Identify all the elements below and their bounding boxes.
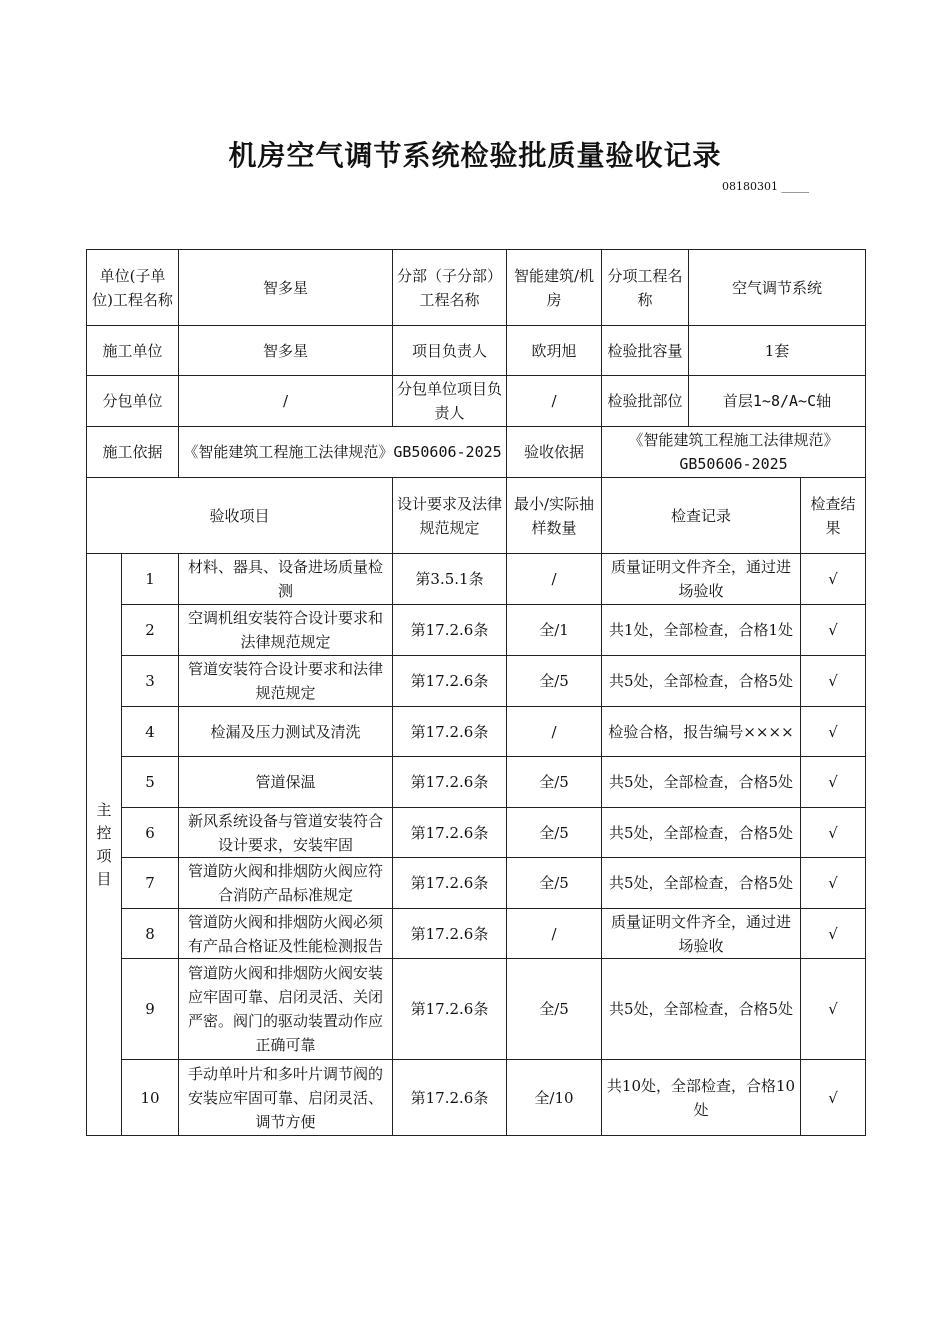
table-row <box>87 959 866 1060</box>
subcontractor-label: 分包单位 <box>87 376 179 427</box>
col-result-header: 检查结果 <box>801 478 866 554</box>
row-requirement: 第17.2.6条 <box>393 808 507 858</box>
row-sample: 全/10 <box>507 1060 602 1136</box>
form-code: 08180301 _____ <box>722 180 809 193</box>
header-row-subcontractor <box>87 376 866 427</box>
row-record: 共5处，全部检查，合格5处 <box>602 858 801 909</box>
row-sample: 全/5 <box>507 959 602 1060</box>
row-sample: 全/5 <box>507 808 602 858</box>
batch-capacity-label: 检验批容量 <box>602 326 689 376</box>
col-sample-header: 最小/实际抽样数量 <box>507 478 602 554</box>
document-title: 机房空气调节系统检验批质量验收记录 <box>228 139 722 172</box>
row-record: 质量证明文件齐全，通过进场验收 <box>602 909 801 959</box>
row-requirement: 第17.2.6条 <box>393 656 507 707</box>
row-item: 手动单叶片和多叶片调节阀的安装应牢固可靠、启闭灵活、调节方便 <box>179 1060 393 1136</box>
row-sample: 全/5 <box>507 757 602 808</box>
row-number: 6 <box>122 808 179 858</box>
row-sample: 全/1 <box>507 605 602 656</box>
row-result: √ <box>801 757 866 808</box>
row-item: 管道安装符合设计要求和法律规范规定 <box>179 656 393 707</box>
division-value: 智能建筑/机房 <box>507 250 602 326</box>
table-row <box>87 757 866 808</box>
row-requirement: 第17.2.6条 <box>393 909 507 959</box>
row-item: 管道防火阀和排烟防火阀安装应牢固可靠、启闭灵活、关闭严密。阀门的驱动装置动作应正确可靠 <box>179 959 393 1060</box>
table-row <box>87 858 866 909</box>
row-item: 管道保温 <box>179 757 393 808</box>
subcontractor-value: / <box>179 376 393 427</box>
table-row <box>87 1060 866 1136</box>
project-manager-label: 项目负责人 <box>393 326 507 376</box>
row-requirement: 第17.2.6条 <box>393 959 507 1060</box>
row-record: 共1处，全部检查，合格1处 <box>602 605 801 656</box>
row-item: 管道防火阀和排烟防火阀应符合消防产品标准规定 <box>179 858 393 909</box>
row-result: √ <box>801 909 866 959</box>
row-item: 新风系统设备与管道安装符合设计要求，安装牢固 <box>179 808 393 858</box>
row-number: 9 <box>122 959 179 1060</box>
contractor-value: 智多星 <box>179 326 393 376</box>
row-result: √ <box>801 808 866 858</box>
row-number: 10 <box>122 1060 179 1136</box>
header-row-basis <box>87 427 866 478</box>
row-item: 检漏及压力测试及清洗 <box>179 707 393 757</box>
project-manager-value: 欧玥旭 <box>507 326 602 376</box>
construction-basis-value: 《智能建筑工程施工法律规范》GB50606-2025 <box>179 427 507 478</box>
row-record: 质量证明文件齐全，通过进场验收 <box>602 554 801 605</box>
row-record: 共5处，全部检查，合格5处 <box>602 757 801 808</box>
row-result: √ <box>801 959 866 1060</box>
acceptance-basis-label: 验收依据 <box>507 427 602 478</box>
unit-project-label: 单位(子单位)工程名称 <box>87 250 179 326</box>
batch-capacity-value: 1套 <box>689 326 866 376</box>
table-row <box>87 554 866 605</box>
subitem-value: 空气调节系统 <box>689 250 866 326</box>
sub-manager-value: / <box>507 376 602 427</box>
row-requirement: 第17.2.6条 <box>393 605 507 656</box>
row-record: 共5处，全部检查，合格5处 <box>602 959 801 1060</box>
construction-basis-label: 施工依据 <box>87 427 179 478</box>
batch-location-label: 检验批部位 <box>602 376 689 427</box>
row-number: 7 <box>122 858 179 909</box>
row-result: √ <box>801 1060 866 1136</box>
row-requirement: 第3.5.1条 <box>393 554 507 605</box>
column-header-row <box>87 478 866 554</box>
header-row-contractor <box>87 326 866 376</box>
row-result: √ <box>801 554 866 605</box>
row-record: 共10处，全部检查，合格10处 <box>602 1060 801 1136</box>
row-sample: / <box>507 909 602 959</box>
row-result: √ <box>801 858 866 909</box>
acceptance-basis-value: 《智能建筑工程施工法律规范》GB50606-2025 <box>602 427 866 478</box>
table-row <box>87 605 866 656</box>
row-record: 检验合格，报告编号×××× <box>602 707 801 757</box>
row-requirement: 第17.2.6条 <box>393 757 507 808</box>
unit-project-value: 智多星 <box>179 250 393 326</box>
row-sample: / <box>507 554 602 605</box>
row-sample: 全/5 <box>507 656 602 707</box>
col-requirement-header: 设计要求及法律规范规定 <box>393 478 507 554</box>
sub-manager-label: 分包单位项目负责人 <box>393 376 507 427</box>
subitem-label: 分项工程名称 <box>602 250 689 326</box>
row-number: 8 <box>122 909 179 959</box>
row-requirement: 第17.2.6条 <box>393 1060 507 1136</box>
table-row <box>87 656 866 707</box>
section-label-main-control: 主 控 项 目 <box>87 554 122 1136</box>
row-sample: / <box>507 707 602 757</box>
row-item: 材料、器具、设备进场质量检测 <box>179 554 393 605</box>
table-row <box>87 707 866 757</box>
row-requirement: 第17.2.6条 <box>393 707 507 757</box>
division-label: 分部（子分部）工程名称 <box>393 250 507 326</box>
row-number: 4 <box>122 707 179 757</box>
row-item: 空调机组安装符合设计要求和法律规范规定 <box>179 605 393 656</box>
row-number: 1 <box>122 554 179 605</box>
col-record-header: 检查记录 <box>602 478 801 554</box>
batch-location-value: 首层1~8/A~C轴 <box>689 376 866 427</box>
row-number: 5 <box>122 757 179 808</box>
header-row-unit <box>87 250 866 326</box>
table-row <box>87 909 866 959</box>
row-requirement: 第17.2.6条 <box>393 858 507 909</box>
row-record: 共5处，全部检查，合格5处 <box>602 656 801 707</box>
col-item-header: 验收项目 <box>87 478 393 554</box>
inspection-record-table <box>86 249 866 1136</box>
table-row <box>87 808 866 858</box>
row-record: 共5处，全部检查，合格5处 <box>602 808 801 858</box>
row-sample: 全/5 <box>507 858 602 909</box>
row-number: 3 <box>122 656 179 707</box>
contractor-label: 施工单位 <box>87 326 179 376</box>
row-item: 管道防火阀和排烟防火阀必须有产品合格证及性能检测报告 <box>179 909 393 959</box>
row-result: √ <box>801 605 866 656</box>
row-number: 2 <box>122 605 179 656</box>
row-result: √ <box>801 656 866 707</box>
row-result: √ <box>801 707 866 757</box>
